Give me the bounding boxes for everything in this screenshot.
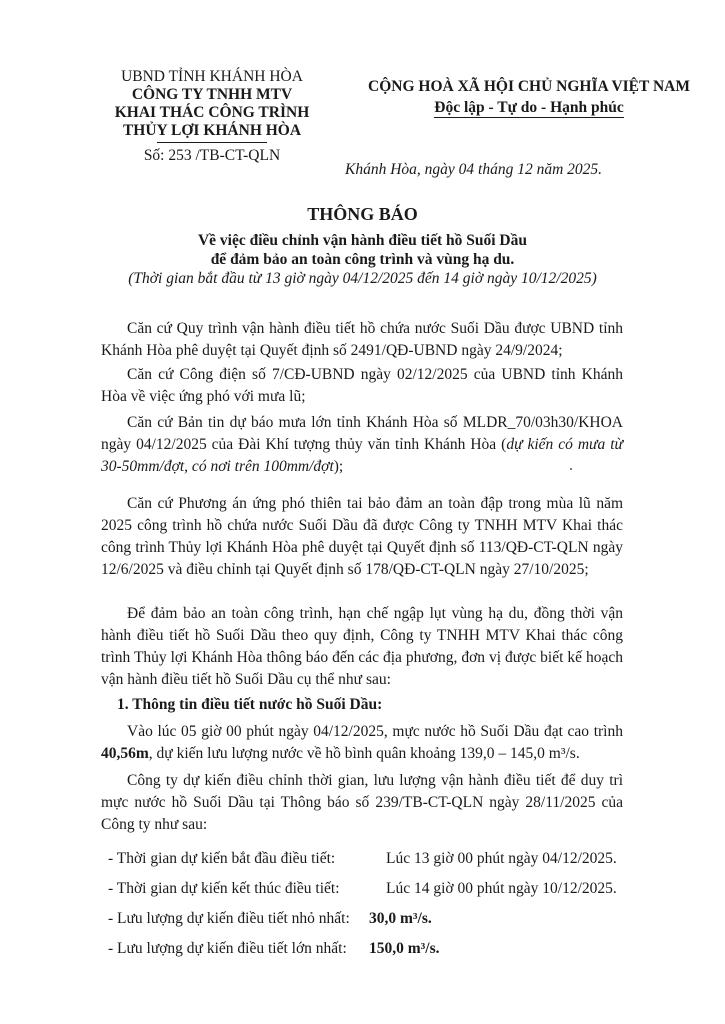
schedule-item-label: - Thời gian dự kiến bắt đầu điều tiết: bbox=[108, 850, 336, 867]
document-time-range: (Thời gian bắt đầu từ 13 giờ ngày 04/12/2025 đến 14 giờ ngày 10/12/2025) bbox=[128, 270, 597, 287]
paragraph-basis-4: Căn cứ Phương án ứng phó thiên tai bảo đảm an toàn đập trong mùa lũ năm 2025 công trình hồ chứa nước Suối Dầu đã được Công ty TNHH MTV Khai thác công trình Thủy lợi Khánh Hòa phê duyệt tại Quyết định số 113/QĐ-CT-QLN ngày 12/6/2025 và điều chỉnh tại Quyết định số 178/QĐ-CT-QLN ngày 27/10/2025; bbox=[101, 495, 623, 578]
document-subtitle-2: để đảm bảo an toàn công trình và vùng hạ du. bbox=[210, 251, 515, 268]
schedule-item-label: - Thời gian dự kiến kết thúc điều tiết: bbox=[108, 880, 340, 897]
water-level-text: Vào lúc 05 giờ 00 phút ngày 04/12/2025, mực nước hồ Suối Dầu đạt cao trình bbox=[127, 723, 623, 740]
issuer-authority: UBND TỈNH KHÁNH HÒA bbox=[121, 68, 303, 85]
paragraph-basis-3-forecast: dự kiến có mưa từ 30-50mm/đợt, có nơi trên 100mm/đợt bbox=[101, 436, 623, 475]
paragraph-water-level bbox=[101, 721, 623, 765]
schedule-item-label: - Lưu lượng dự kiến điều tiết lớn nhất: bbox=[108, 940, 347, 957]
paragraph-purpose: Để đảm bảo an toàn công trình, hạn chế ngập lụt vùng hạ du, đồng thời vận hành điều tiết hồ Suối Dầu theo quy định, Công ty TNHH MTV Khai thác công trình Thủy lợi Khánh Hòa thông báo đến các địa phương, đơn vị được biết kế hoạch vận hành điều tiết hồ Suối Dầu cụ thể như sau: bbox=[101, 605, 623, 688]
document-subtitle-1: Về việc điều chỉnh vận hành điều tiết hồ Suối Dầu bbox=[197, 232, 527, 249]
national-motto: Độc lập - Tự do - Hạnh phúc bbox=[434, 99, 624, 116]
section-1-heading: 1. Thông tin điều tiết nước hồ Suối Dầu: bbox=[117, 696, 383, 713]
issuer-company-line3: THỦY LỢI KHÁNH HÒA bbox=[122, 122, 302, 139]
document-title: THÔNG BÁO bbox=[307, 204, 418, 224]
paragraph-basis-3-end: ); bbox=[333, 458, 344, 475]
paragraph-basis-3 bbox=[101, 412, 623, 478]
document-date: Khánh Hòa, ngày 04 tháng 12 năm 2025. bbox=[345, 161, 603, 178]
schedule-item-value: Lúc 13 giờ 00 phút ngày 04/12/2025. bbox=[386, 850, 617, 867]
paragraph-adjustment: Công ty dự kiến điều chỉnh thời gian, lưu lượng vận hành điều tiết để duy trì mực nước hồ Suối Dầu tại Thông báo số 239/TB-CT-QLN ngày 28/11/2025 của Công ty như sau: bbox=[101, 772, 623, 833]
document-number: Số: 253 /TB-CT-QLN bbox=[143, 147, 281, 164]
paragraph-basis-3-text: Căn cứ Bản tin dự báo mưa lớn tỉnh Khánh Hòa số MLDR_70/03h30/KHOA ngày 04/12/2025 của Đài Khí tượng thủy văn tỉnh Khánh Hòa ( bbox=[101, 414, 623, 453]
schedule-item-start bbox=[108, 850, 668, 872]
schedule-item-label: - Lưu lượng dự kiến điều tiết nhỏ nhất: bbox=[108, 910, 350, 927]
scan-speck bbox=[570, 468, 572, 470]
schedule-item-end bbox=[108, 880, 668, 902]
schedule-item-min-flow bbox=[108, 910, 668, 932]
schedule-item-value: 150,0 m³/s. bbox=[369, 940, 440, 957]
paragraph-basis-1: Căn cứ Quy trình vận hành điều tiết hồ chứa nước Suối Dầu được UBND tỉnh Khánh Hòa phê duyệt tại Quyết định số 2491/QĐ-UBND ngày 24/9/2024; bbox=[101, 320, 623, 359]
water-level-value: 40,56m bbox=[101, 745, 149, 762]
national-title: CỘNG HOÀ XÃ HỘI CHỦ NGHĨA VIỆT NAM bbox=[368, 78, 690, 95]
issuer-company-line2: KHAI THÁC CÔNG TRÌNH bbox=[114, 104, 310, 121]
water-level-inflow: , dự kiến lưu lượng nước về hồ bình quân khoảng 139,0 – 145,0 m³/s. bbox=[148, 745, 580, 762]
issuer-block bbox=[82, 68, 342, 165]
national-motto-block bbox=[334, 78, 724, 118]
issuer-company-line1: CÔNG TY TNHH MTV bbox=[131, 86, 293, 103]
paragraph-basis-2: Căn cứ Công điện số 7/CĐ-UBND ngày 02/12/2025 của UBND tỉnh Khánh Hòa về việc ứng phó với mưa lũ; bbox=[101, 366, 623, 405]
schedule-item-value: 30,0 m³/s. bbox=[369, 910, 432, 927]
schedule-item-value: Lúc 14 giờ 00 phút ngày 10/12/2025. bbox=[386, 880, 617, 897]
issuer-underline bbox=[157, 142, 267, 143]
schedule-item-max-flow bbox=[108, 940, 668, 962]
